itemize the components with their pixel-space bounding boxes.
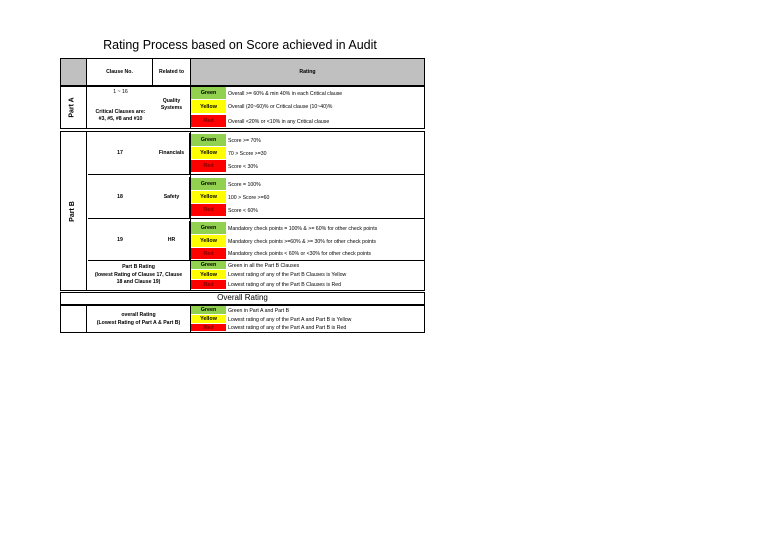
clause-17-red-text: Score < 30% [228, 163, 258, 170]
header-related-to: Related to [158, 68, 185, 75]
part-b-summary-red-badge: Red [191, 280, 226, 290]
clause-18-number: 18 [117, 193, 123, 200]
clause-19-number: 19 [117, 236, 123, 243]
clause-19-green-text: Mandatory check points = 100% & >= 60% for other check points [228, 225, 378, 232]
clause-19-yellow-badge: Yellow [191, 235, 226, 248]
clause-18-related: Safety [163, 193, 180, 200]
part-a-red-badge: Red [191, 115, 226, 128]
part-b-label: Part B [68, 200, 76, 222]
part-a-green-text: Overall >= 60% & min 40% in each Critical clause [228, 90, 343, 97]
header-rating: Rating [299, 68, 316, 75]
clause-17-green-badge: Green [191, 134, 226, 147]
part-a-red-text: Overall <20% or <10% in any Critical clause [228, 118, 330, 125]
part-b-summary-green-text: Green in all the Part B Clauses [228, 262, 300, 269]
part-a-related: Quality Systems [160, 98, 183, 111]
clause-17-related: Financials [158, 149, 185, 156]
overall-green-badge: Green [191, 306, 226, 315]
part-a-green-badge: Green [191, 87, 226, 100]
clause-19-yellow-text: Mandatory check points >=60% & >= 30% for other check points [228, 238, 376, 245]
part-a-yellow-text: Overall (20~60)% or Critical clause (10~40)% [228, 104, 333, 110]
clause-19-green-badge: Green [191, 222, 226, 235]
part-a-label: Part A [68, 97, 76, 118]
clause-17-yellow-text: 70 > Score >=30 [228, 150, 267, 157]
clause-17-yellow-badge: Yellow [191, 147, 226, 160]
clause-19-red-badge: Red [191, 248, 226, 260]
clause-19-related: HR [167, 236, 176, 243]
overall-yellow-text: Lowest rating of any of the Part A and Part B is Yellow [228, 316, 352, 323]
overall-red-text: Lowest rating of any of the Part A and Part B is Red [228, 325, 347, 331]
part-b-summary-red-text: Lowest rating of any of the Part B Clauses is Red [228, 282, 342, 288]
clause-18-red-text: Score < 60% [228, 207, 258, 214]
part-a-yellow-badge: Yellow [191, 100, 226, 114]
clause-17-number: 17 [117, 149, 123, 156]
overall-yellow-badge: Yellow [191, 315, 226, 324]
overall-label: overall Rating (Lowest Rating of Part A & Part B) [96, 311, 181, 326]
clause-18-green-badge: Green [191, 178, 226, 191]
clause-17-green-text: Score >= 70% [228, 137, 261, 144]
header-corner [61, 59, 86, 85]
overall-heading: Overall Rating [217, 293, 268, 303]
part-b-summary-yellow-text: Lowest rating of any of the Part B Clauses is Yellow [228, 272, 347, 278]
clause-18-red-badge: Red [191, 204, 226, 217]
part-b-summary-label: Part B Rating (lowest Rating of Clause 17, Clause 18 and Clause 19) [94, 264, 183, 286]
clause-18-yellow-text: 100 > Score >=60 [228, 194, 270, 201]
page-title: Rating Process based on Score achieved in Audit [103, 38, 377, 52]
clause-18-yellow-badge: Yellow [191, 191, 226, 204]
part-b-summary-yellow-badge: Yellow [191, 270, 226, 280]
part-a-critical-clauses: Critical Clauses are: #3, #5, #8 and #10 [95, 109, 146, 122]
part-b-summary-green-badge: Green [191, 261, 226, 270]
clause-17-red-badge: Red [191, 160, 226, 173]
clause-18-green-text: Score = 100% [228, 181, 261, 188]
part-a-clause-range: 1 ~ 16 [113, 88, 128, 95]
overall-green-text: Green in Part A and Part B [228, 307, 290, 314]
header-clause-no: Clause No. [106, 68, 133, 75]
clause-19-red-text: Mandatory check points < 60% or <30% for other check points [228, 251, 372, 257]
overall-red-badge: Red [191, 324, 226, 332]
